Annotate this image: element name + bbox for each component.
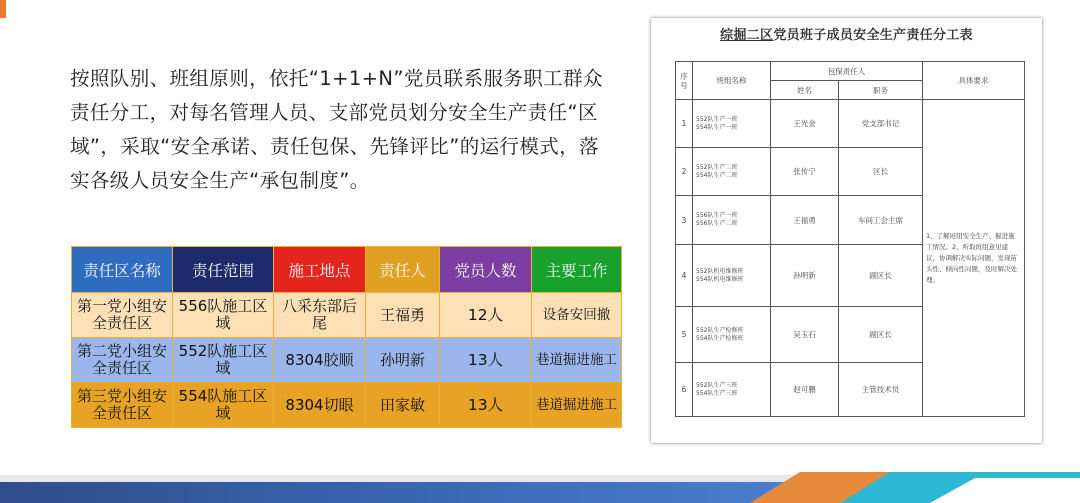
table-header-row bbox=[72, 247, 622, 293]
doc-header-requirements: 具体要求 bbox=[923, 62, 1025, 100]
doc-header-row bbox=[676, 62, 1025, 81]
doc-group-line: 552队生产二班 bbox=[696, 163, 738, 171]
table-row bbox=[72, 338, 622, 383]
doc-cell-groups bbox=[693, 100, 771, 148]
doc-row bbox=[676, 100, 1025, 148]
doc-group-line: 552队机电维修班 bbox=[696, 267, 744, 275]
doc-header-name: 姓名 bbox=[771, 81, 839, 100]
doc-cell-name: 张传宁 bbox=[771, 148, 839, 196]
cell-scope: 554队施工区域 bbox=[173, 383, 274, 428]
cell-members: 13人 bbox=[440, 383, 532, 428]
doc-cell-no: 4 bbox=[676, 245, 693, 307]
doc-group-line: 554队生产一班 bbox=[696, 123, 738, 131]
cell-zone-name: 第一党小组安全责任区 bbox=[72, 293, 173, 338]
cell-members: 12人 bbox=[440, 293, 532, 338]
intro-paragraph: 按照队别、班组原则，依托“1+1+N”党员联系服务职工群众责任分工，对每名管理人员、支部党员划分安全生产责任“区域”，采取“安全承诺、责任包保、先锋评比”的运行模式，落实各级人员安全生产“承包制度”。 bbox=[70, 66, 603, 192]
doc-cell-no: 2 bbox=[676, 148, 693, 196]
header-members: 党员人数 bbox=[440, 247, 532, 293]
header-location: 施工地点 bbox=[274, 247, 366, 293]
doc-cell-no: 5 bbox=[676, 307, 693, 363]
cell-location: 8304胶顺 bbox=[274, 338, 366, 383]
cell-person: 田家敏 bbox=[366, 383, 440, 428]
doc-cell-groups bbox=[693, 245, 771, 307]
cell-work: 巷道掘进施工 bbox=[532, 383, 622, 428]
doc-header-no: 序号 bbox=[676, 62, 693, 100]
header-person: 责任人 bbox=[366, 247, 440, 293]
cell-zone-name: 第二党小组安全责任区 bbox=[72, 338, 173, 383]
doc-header-guarantor: 包保责任人 bbox=[771, 62, 923, 81]
doc-cell-position: 区长 bbox=[839, 148, 923, 196]
doc-cell-no: 3 bbox=[676, 196, 693, 245]
doc-cell-position: 车间工会主席 bbox=[839, 196, 923, 245]
scanned-document bbox=[651, 18, 1042, 443]
cell-scope: 552队施工区域 bbox=[173, 338, 274, 383]
document-table bbox=[675, 61, 1025, 417]
header-scope: 责任范围 bbox=[173, 247, 274, 293]
cell-person: 王福勇 bbox=[366, 293, 440, 338]
doc-cell-groups bbox=[693, 307, 771, 363]
doc-cell-groups bbox=[693, 363, 771, 417]
doc-group-line: 554队生产三班 bbox=[696, 389, 738, 397]
doc-cell-name: 王福勇 bbox=[771, 196, 839, 245]
doc-group-line: 556队生产二班 bbox=[696, 220, 738, 227]
cell-work: 设备安回撤 bbox=[532, 293, 622, 338]
doc-cell-position: 副区长 bbox=[839, 245, 923, 307]
cell-location: 八采东部后尾 bbox=[274, 293, 366, 338]
doc-group-line: 554队生产检修班 bbox=[696, 334, 744, 342]
doc-cell-name: 王光金 bbox=[771, 100, 839, 148]
cell-location: 8304切眼 bbox=[274, 383, 366, 428]
doc-group-line: 552队生产检修班 bbox=[696, 326, 744, 334]
header-zone-name: 责任区名称 bbox=[72, 247, 173, 293]
doc-group-line: 552队生产三班 bbox=[696, 381, 738, 389]
cell-person: 孙明新 bbox=[366, 338, 440, 383]
doc-header-group: 班组名称 bbox=[693, 62, 771, 100]
doc-group-line: 554队机电维修班 bbox=[696, 275, 744, 283]
document-title-rest: 党员班子成员安全生产责任分工表 bbox=[773, 28, 973, 43]
doc-cell-groups bbox=[693, 196, 771, 245]
doc-group-line: 556队生产一班 bbox=[696, 212, 738, 219]
cell-work: 巷道掘进施工 bbox=[532, 338, 622, 383]
cell-members: 13人 bbox=[440, 338, 532, 383]
doc-cell-position: 党支部书记 bbox=[839, 100, 923, 148]
doc-cell-no: 6 bbox=[676, 363, 693, 417]
doc-cell-position: 主管技术员 bbox=[839, 363, 923, 417]
doc-cell-groups bbox=[693, 148, 771, 196]
cell-scope: 556队施工区域 bbox=[173, 293, 274, 338]
header-work: 主要工作 bbox=[532, 247, 622, 293]
doc-cell-name: 孙明新 bbox=[771, 245, 839, 307]
doc-header-position: 职务 bbox=[839, 81, 923, 100]
bottom-band bbox=[0, 475, 1080, 503]
document-title-unit: 综掘二区 bbox=[720, 28, 774, 43]
doc-cell-name: 吴玉石 bbox=[771, 307, 839, 363]
document-title bbox=[651, 24, 1042, 43]
table-row bbox=[72, 293, 622, 338]
doc-group-line: 554队生产二班 bbox=[696, 171, 738, 179]
doc-cell-requirements: 1、了解班组安全生产、掘进施工情况。2、听取班组意见建议，协调解决实际问题，发现苗头性、倾向性问题，及时解决处理。 bbox=[923, 100, 1025, 417]
doc-cell-position: 副区长 bbox=[839, 307, 923, 363]
table-row bbox=[72, 383, 622, 428]
doc-cell-name: 赵可鹏 bbox=[771, 363, 839, 417]
doc-group-line: 552队生产一班 bbox=[696, 115, 738, 123]
cell-zone-name: 第三党小组安全责任区 bbox=[72, 383, 173, 428]
responsibility-table bbox=[71, 246, 622, 428]
top-accent-bar bbox=[0, 0, 6, 18]
doc-cell-no: 1 bbox=[676, 100, 693, 148]
